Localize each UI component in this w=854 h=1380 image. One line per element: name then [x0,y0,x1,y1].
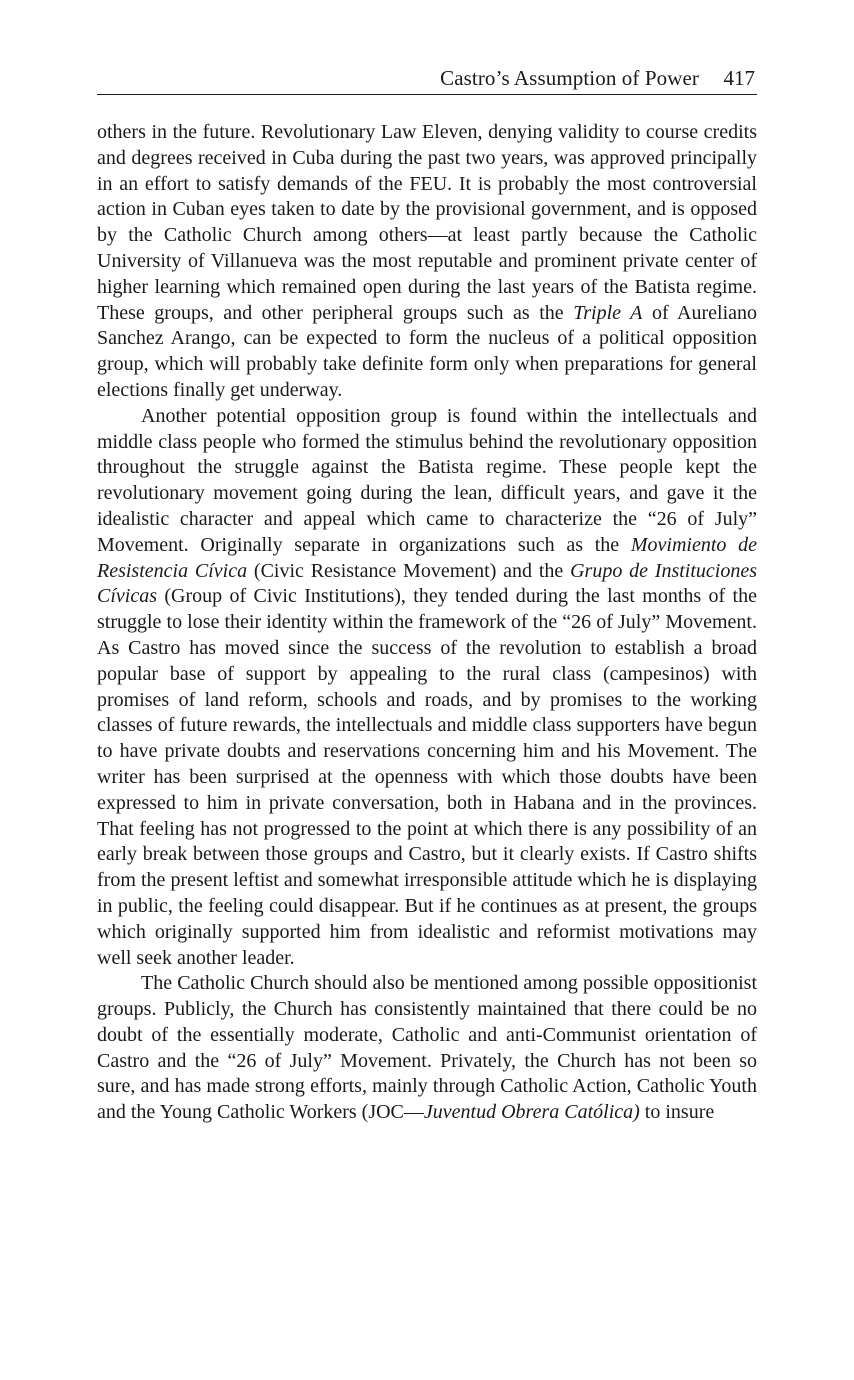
paragraph-2-text: Another potential opposition group is found within the intellectuals and middle class people who formed the stimulus behind the revolutionary opposition throughout the struggle against the Batista regime. These people kept the revolutionary movement going during the lean, difficult years, and gave it the idealistic character and appeal which came to characterize the “26 of July” Movement. Originally separate in organizations such as the [97,404,757,556]
paragraph-3-italic-joc: Juventud Obrera Católica) [423,1101,640,1124]
paragraph-3-text: The Catholic Church should also be mentioned among possible oppositionist groups. Publicly, the Church has consistently maintained that there could be no doubt of the essentially moderate, Catholic and anti-Communist orientation of Castro and the “26 of July” Movement. Privately, the Church has not been so sure, and has made strong efforts, mainly through Catholic Action, Catholic Youth and the Young Catholic Workers (JOC— [97,972,757,1124]
paragraph-2-italic-grupo: Grupo de Instituciones Cívicas [97,559,758,608]
running-header [97,64,757,95]
paragraph-2 [97,404,757,972]
paragraph-1-italic-triple-a: Triple A [573,301,643,324]
paragraph-2-italic-movimiento: Movimiento de Resistencia Cívica [97,533,758,582]
paragraph-3 [97,971,757,1126]
page-number: 417 [723,66,755,90]
paragraph-1 [97,120,757,404]
paragraph-1-text: others in the future. Revolutionary Law Eleven, denying validity to course credits and degrees received in Cuba during the past two years, was approved principally in an effort to satisfy demands of the FEU. It is probably the most controversial action in Cuban eyes taken to date by the provisional government, and is opposed by the Catholic Church among others—at least partly because the Catholic University of Villanueva was the most reputable and prominent private center of higher learning which remained open during the last years of the Batista regime. These groups, and other peripheral groups such as the [97,121,757,324]
body-text [97,120,757,1126]
running-title: Castro’s Assumption of Power [440,66,699,90]
paragraph-3-text-cont: to insure [639,1101,715,1124]
paragraph-2-text-cont: (Group of Civic Institutions), they tended during the last months of the struggle to lose their identity within the framework of the “26 of July” Movement. As Castro has moved since the success of the revolution to establish a broad popular base of support by appealing to the rural class (campesinos) with promises of land reform, schools and roads, and by promises to the working classes of future rewards, the intellectuals and middle class supporters have begun to have private doubts and reservations concerning him and his Movement. The writer has been surprised at the openness with which those doubts have been expressed to him in private conversation, both in Habana and in the provinces. That feeling has not progressed to the point at which there is any possibility of an early break between those groups and Castro, but it clearly exists. If Castro shifts from the present leftist and somewhat irresponsible attitude which he is displaying in public, the feeling could disappear. But if he continues as at present, the groups which originally supported him from idealistic and reformist motivations may well seek another leader. [97,585,757,969]
paragraph-2-text-mid: (Civic Resistance Movement) and the [247,559,571,582]
paragraph-1-text-cont: of Aureliano Sanchez Arango, can be expected to form the nucleus of a political opposition group, which will probably take definite form only when preparations for general elections finally get underway. [97,301,757,401]
